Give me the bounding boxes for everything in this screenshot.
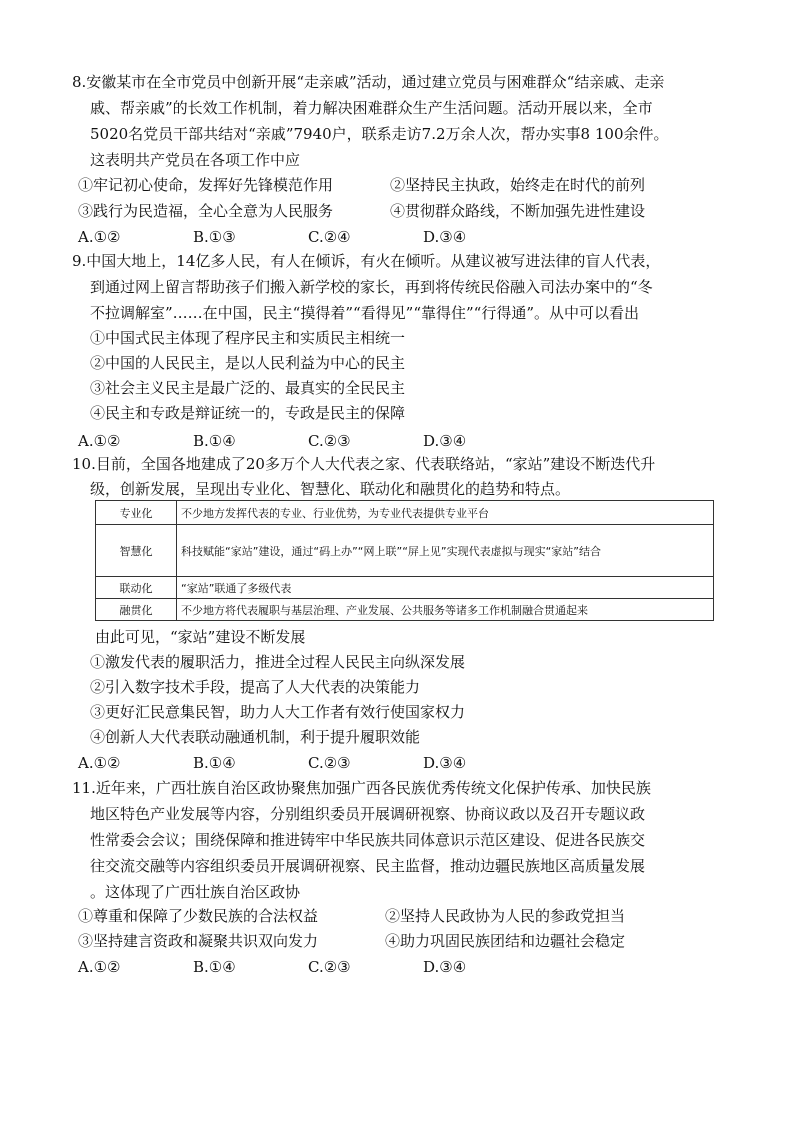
q10-feature-table	[95, 500, 714, 621]
table-cell-key: 融贯化	[96, 599, 177, 621]
q10-answer-c: C.②③	[308, 754, 351, 772]
q11-option-4: ④助力巩固民族团结和边疆社会稳定	[385, 932, 626, 950]
q10-option-2: ②引入数字技术手段，提高了人大代表的决策能力	[90, 678, 421, 696]
q11-answer-b: B.①④	[193, 958, 236, 976]
q11-stem-line: 11.近年来，广西壮族自治区政协聚焦加强广西各民族优秀传统文化保护传承、加快民族	[72, 779, 651, 797]
q11-answer-a: A.①②	[78, 958, 121, 976]
q11-option-3: ③坚持建言资政和凝聚共识双向发力	[78, 932, 319, 950]
q9-option-4: ④民主和专政是辩证统一的，专政是民主的保障	[90, 404, 406, 422]
q9-answer-b: B.①④	[193, 432, 236, 450]
q11-option-2: ②坚持人民政协为人民的参政党担当	[385, 907, 626, 925]
q11-stem-line: 性常委会会议；围绕保障和推进铸牢中华民族共同体意识示范区建设、促进各民族交	[90, 831, 646, 849]
q8-stem-line: 戚、帮亲戚”的长效工作机制，着力解决困难群众生产生活问题。活动开展以来，全市	[90, 99, 653, 117]
table-row	[96, 599, 714, 621]
q8-answer-c: C.②④	[308, 228, 351, 246]
q11-stem-line: 。这体现了广西壮族自治区政协	[90, 883, 301, 901]
q8-answer-b: B.①③	[193, 228, 236, 246]
q9-answer-d: D.③④	[423, 432, 467, 450]
q9-answer-a: A.①②	[78, 432, 121, 450]
q11-stem-line: 地区特色产业发展等内容，分别组织委员开展调研视察、协商议政以及召开专题议政	[90, 805, 646, 823]
q8-option-2: ②坚持民主执政，始终走在时代的前列	[390, 176, 646, 194]
q11-stem-line: 往交流交融等内容组织委员开展调研视察、民主监督，推动边疆民族地区高质量发展	[90, 857, 646, 875]
q11-option-1: ①尊重和保障了少数民族的合法权益	[78, 907, 319, 925]
table-cell-value: 科技赋能“家站”建设，通过“码上办”“网上联”“屏上见”实现代表虚拟与现实“家站”结合	[177, 525, 714, 577]
table-cell-key: 专业化	[96, 501, 177, 525]
q8-stem-line: 这表明共产党员在各项工作中应	[90, 151, 301, 169]
table-row	[96, 501, 714, 525]
q11-answer-d: D.③④	[423, 958, 467, 976]
q10-stem-line: 级，创新发展，呈现出专业化、智慧化、联动化和融贯化的趋势和特点。	[90, 480, 571, 498]
q8-option-1: ①牢记初心使命，发挥好先锋模范作用	[78, 176, 334, 194]
q9-option-1: ①中国式民主体现了程序民主和实质民主相统一	[90, 329, 406, 347]
q8-stem-line: 8.安徽某市在全市党员中创新开展“走亲戚”活动，通过建立党员与困难群众“结亲戚、走亲	[72, 73, 665, 91]
q10-option-4: ④创新人大代表联动融通机制，利于提升履职效能	[90, 728, 421, 746]
q9-option-3: ③社会主义民主是最广泛的、最真实的全民民主	[90, 379, 406, 397]
q10-option-1: ①激发代表的履职活力，推进全过程人民民主向纵深发展	[90, 653, 466, 671]
q10-answer-a: A.①②	[78, 754, 121, 772]
q9-option-2: ②中国的人民民主，是以人民利益为中心的民主	[90, 354, 406, 372]
table-cell-value: 不少地方将代表履职与基层治理、产业发展、公共服务等诸多工作机制融合贯通起来	[177, 599, 714, 621]
q10-lead: 由此可见，“家站”建设不断发展	[95, 628, 306, 646]
q8-option-3: ③践行为民造福，全心全意为人民服务	[78, 202, 334, 220]
table-cell-value: “家站”联通了多级代表	[177, 577, 714, 599]
q8-stem-line: 5020名党员干部共结对“亲戚”7940户，联系走访7.2万余人次，帮办实事8 100余件。	[90, 125, 669, 143]
table-cell-key: 联动化	[96, 577, 177, 599]
q9-answer-c: C.②③	[308, 432, 351, 450]
q10-answer-d: D.③④	[423, 754, 467, 772]
table-row	[96, 577, 714, 599]
table-cell-key: 智慧化	[96, 525, 177, 577]
q10-stem-line: 10.目前，全国各地建成了20多万个人大代表之家、代表联络站，“家站”建设不断迭代升	[72, 455, 656, 473]
q8-option-4: ④贯彻群众路线，不断加强先进性建设	[390, 202, 646, 220]
q9-stem-line: 9.中国大地上，14亿多人民，有人在倾诉，有火在倾听。从建议被写进法律的盲人代表，	[72, 252, 661, 270]
table-row	[96, 525, 714, 577]
table-cell-value: 不少地方发挥代表的专业、行业优势，为专业代表提供专业平台	[177, 501, 714, 525]
q11-answer-c: C.②③	[308, 958, 351, 976]
q8-answer-d: D.③④	[423, 228, 467, 246]
q10-option-3: ③更好汇民意集民智，助力人大工作者有效行使国家权力	[90, 703, 466, 721]
q9-stem-line: 到通过网上留言帮助孩子们搬入新学校的家长，再到将传统民俗融入司法办案中的“冬	[90, 278, 653, 296]
q8-answer-a: A.①②	[78, 228, 121, 246]
q9-stem-line: 不拉调解室”……在中国，民主“摸得着”“看得见”“靠得住”“行得通”。从中可以看出	[90, 304, 640, 322]
q10-answer-b: B.①④	[193, 754, 236, 772]
